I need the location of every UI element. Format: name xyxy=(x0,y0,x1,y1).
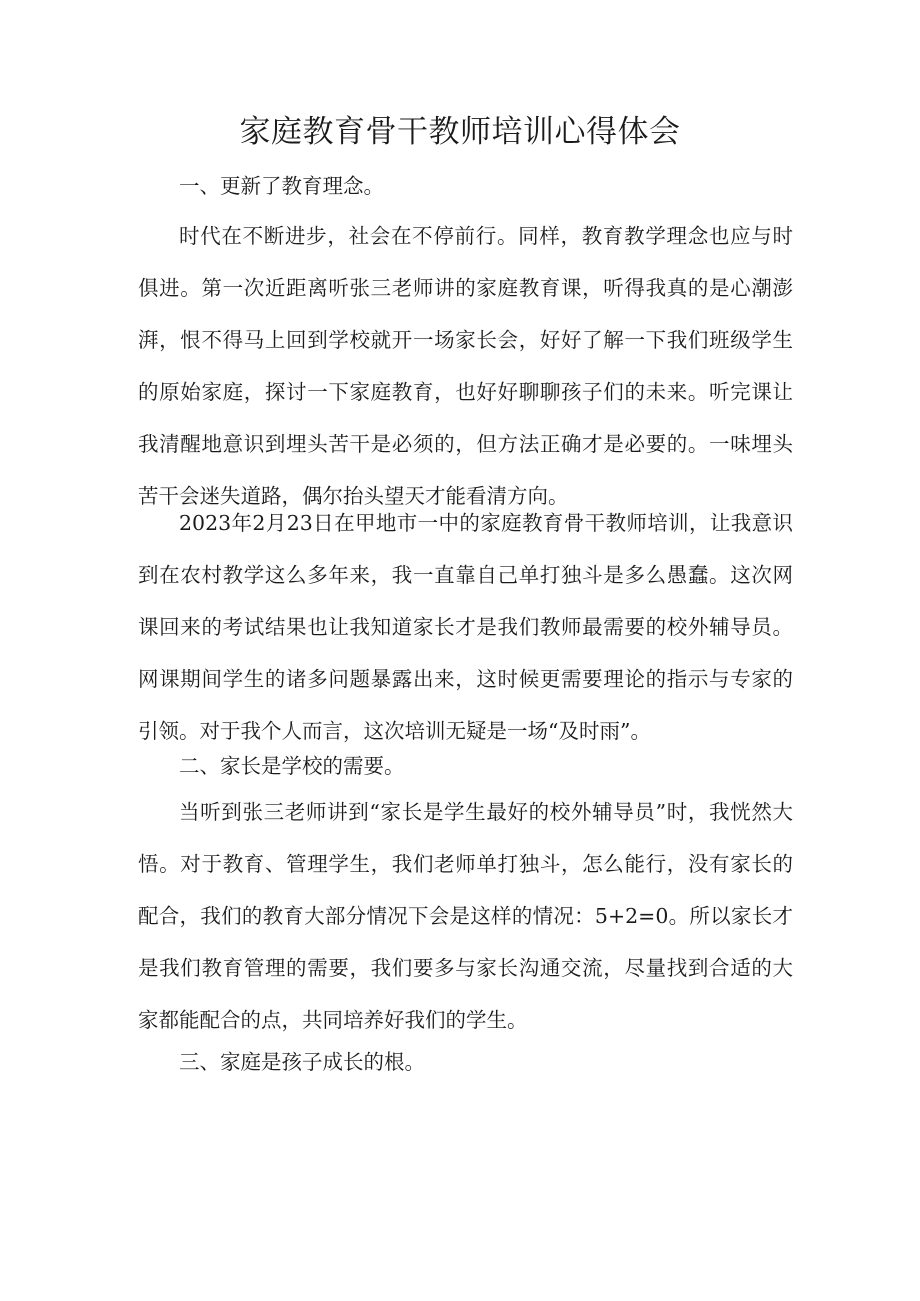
section-heading-1: 一、更新了教育理念。 xyxy=(179,174,384,198)
paragraph-3: 当听到张三老师讲到“家长是学生最好的校外辅导员”时，我恍然大悟。对于教育、管理学生，我们老师单打独斗，怎么能行，没有家长的配合，我们的教育大部分情况下会是这样的情况：5+2=0。所以家长才是我们教育管理的需要，我们要多与家长沟通交流，尽量找到合适的大家都能配合的点，共同培养好我们的学生。 xyxy=(138,800,793,1032)
document-title: 家庭教育骨干教师培训心得体会 xyxy=(239,114,681,150)
paragraph-1: 时代在不断进步，社会在不停前行。同样，教育教学理念也应与时俱进。第一次近距离听张三老师讲的家庭教育课，听得我真的是心潮澎湃，恨不得马上回到学校就开一场家长会，好好了解一下我们班级学生的原始家庭，探讨一下家庭教育，也好好聊聊孩子们的未来。听完课让我清醒地意识到埋头苦干是必须的，但方法正确才是必要的。一味埋头苦干会迷失道路，偶尔抬头望天才能看清方向。 xyxy=(138,224,793,508)
section-heading-3: 三、家庭是孩子成长的根。 xyxy=(179,1050,425,1074)
paragraph-2: 2023年2月23日在甲地市一中的家庭教育骨干教师培训，让我意识到在农村教学这么多年来，我一直靠自己单打独斗是多么愚蠢。这次网课回来的考试结果也让我知道家长才是我们教师最需要的校外辅导员。网课期间学生的诸多问题暴露出来，这时候更需要理论的指示与专家的引领。对于我个人而言，这次培训无疑是一场“及时雨”。 xyxy=(138,511,793,743)
paragraph-2-block xyxy=(138,497,793,757)
section-heading-2: 二、家长是学校的需要。 xyxy=(179,754,405,778)
paragraph-1-block xyxy=(138,210,793,522)
paragraph-3-block xyxy=(138,786,793,1046)
